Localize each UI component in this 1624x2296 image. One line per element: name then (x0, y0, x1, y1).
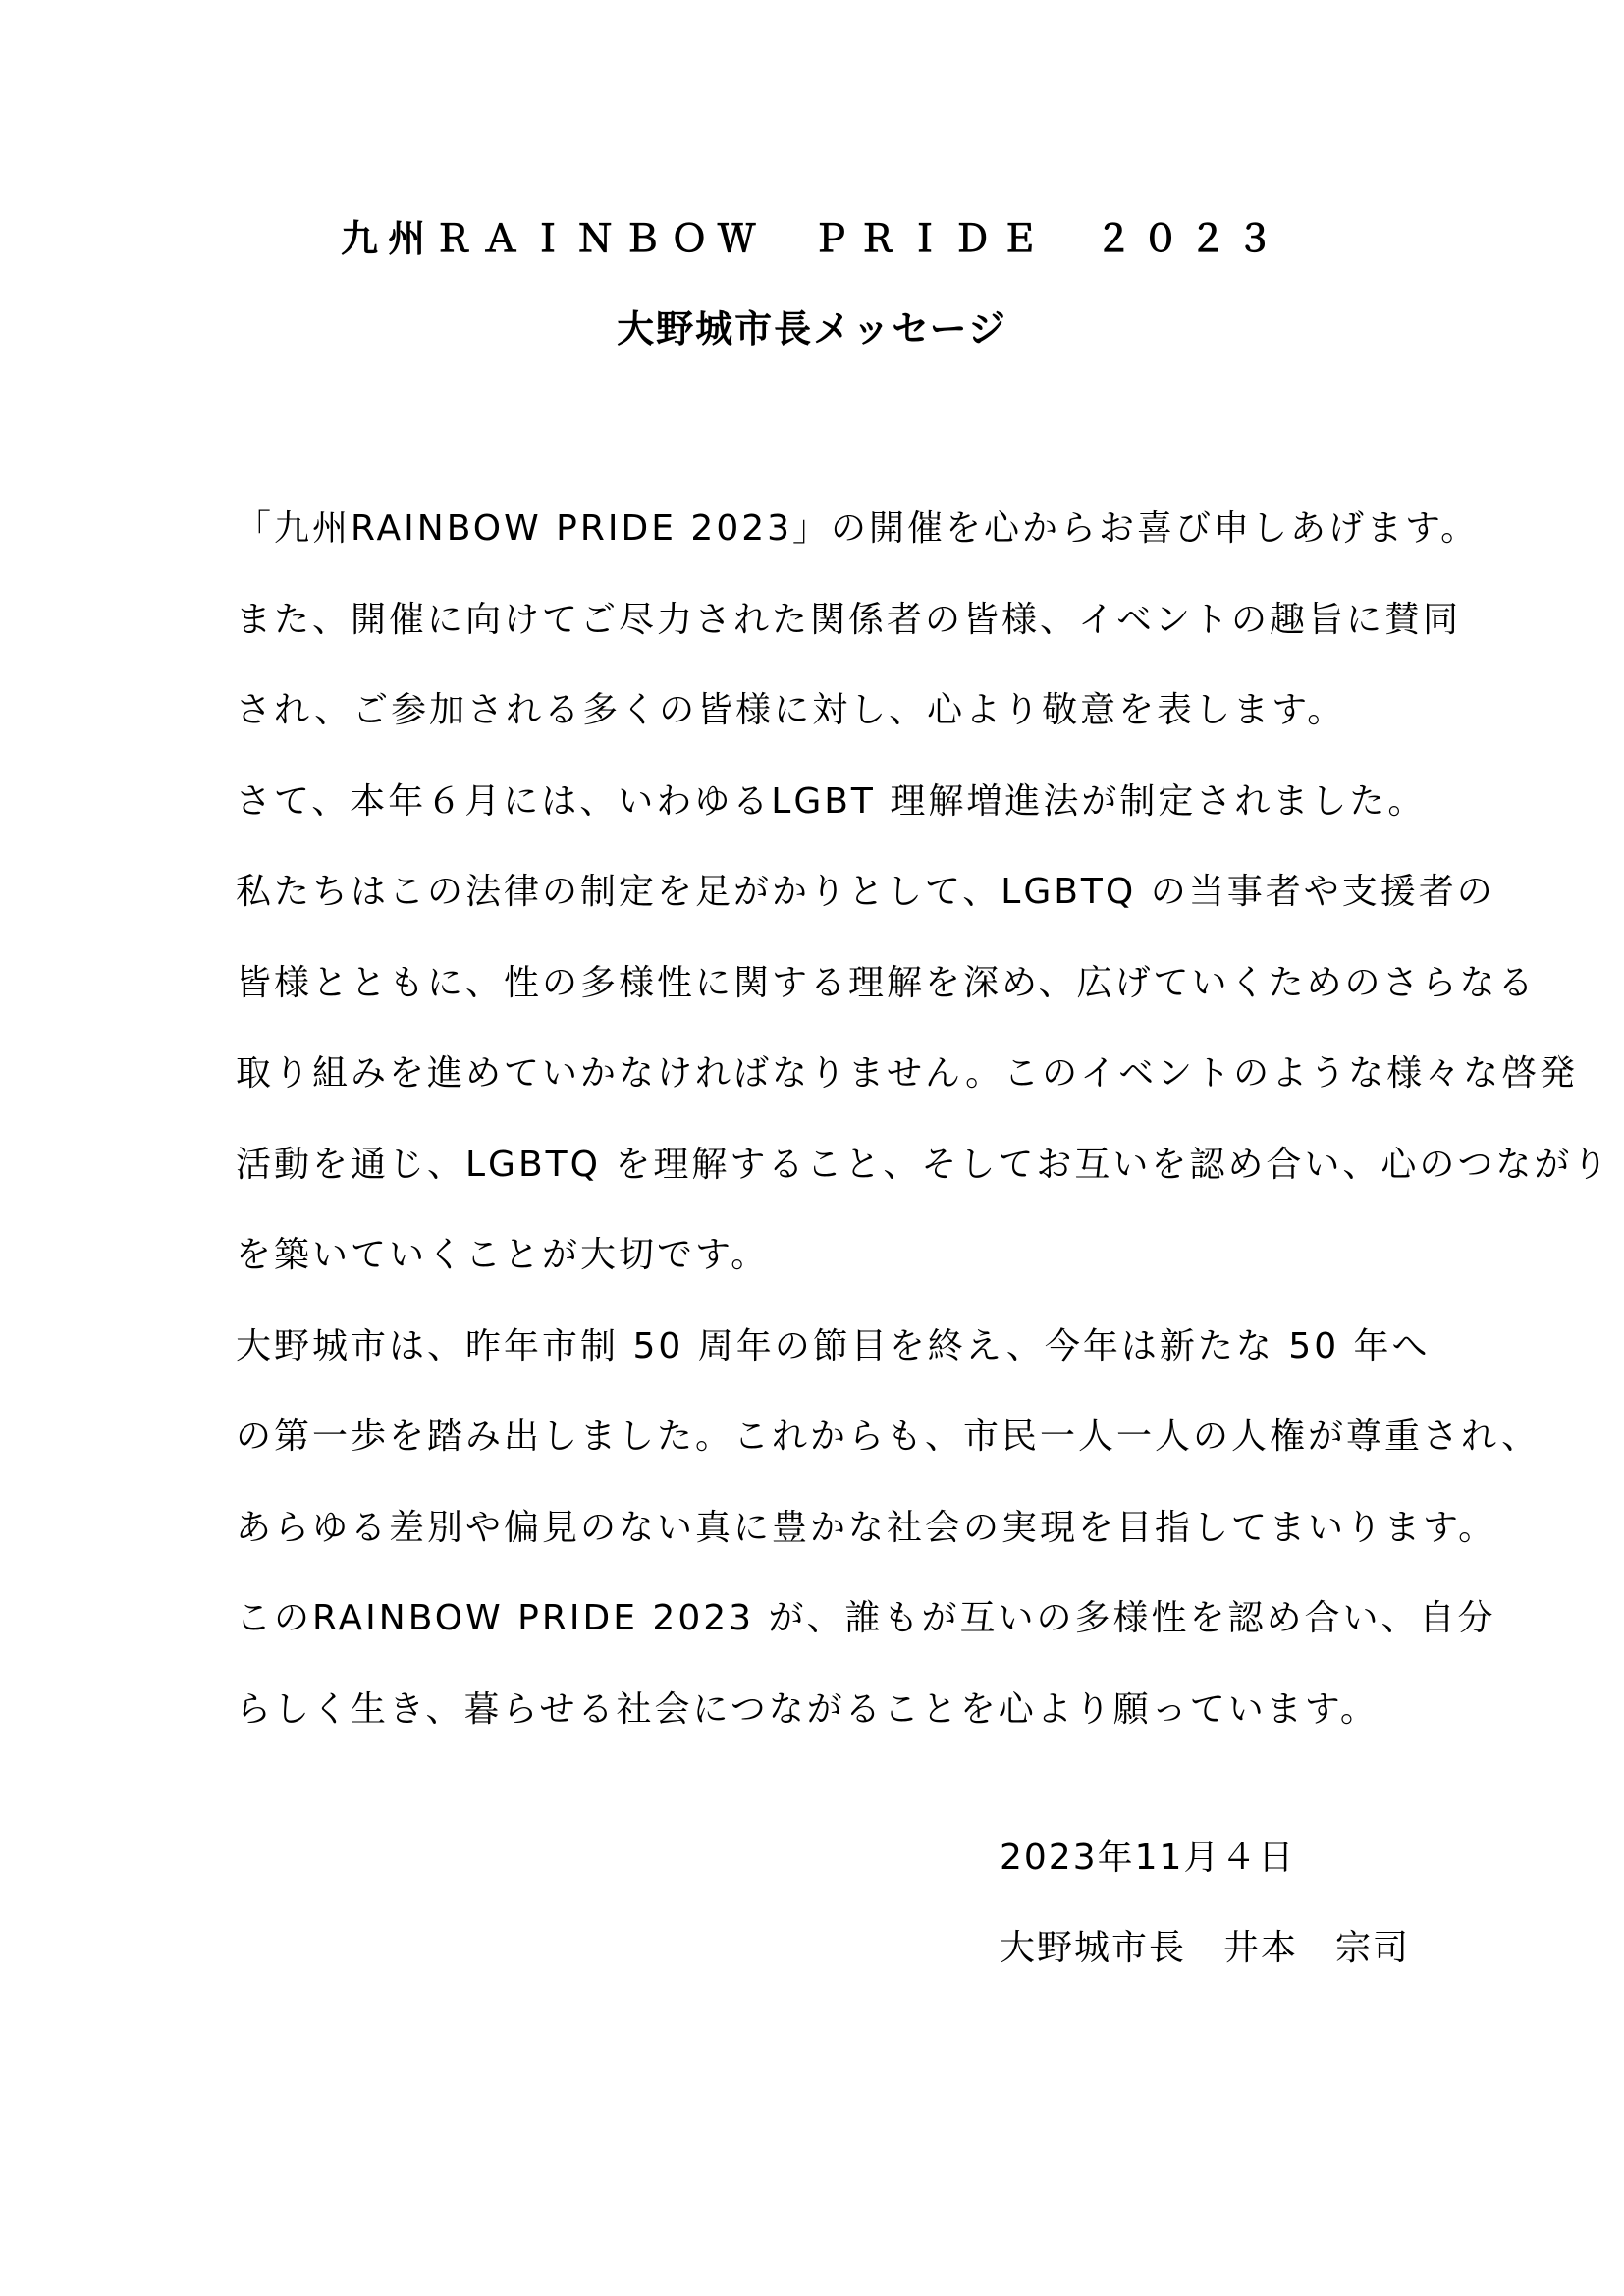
signature: 大野城市長 井本 宗司 (1000, 1928, 1411, 1968)
paragraph-line: 活動を通じ、LGBTQ を理解すること、そしてお互いを認め合い、心のつながり (236, 1144, 1611, 1185)
paragraph-line: 私たちはこの法律の制定を足がかりとして、LGBTQ の当事者や支援者の (236, 872, 1495, 912)
message-body (194, 484, 1611, 1755)
paragraph-line: らしく生き、暮らせる社会につながることを心より願っています。 (236, 1688, 1379, 1730)
document-title: 九州ＲＡＩＮＢＯＷ ＰＲＩＤＥ ２０２３ (340, 217, 1283, 260)
paragraph-line: さて、本年６月には、いわゆるLGBT 理解増進法が制定されました。 (236, 780, 1427, 822)
message-date: 2023年11月４日 (1000, 1838, 1296, 1878)
paragraph-line: の第一歩を踏み出しました。これからも、市民一人一人の人権が尊重され、 (236, 1416, 1541, 1457)
paragraph-line: また、開催に向けてご尽力された関係者の皆様、イベントの趣旨に賛同 (236, 599, 1462, 640)
paragraph (194, 575, 1471, 757)
paragraph-line: 皆様とともに、性の多様性に関する理解を深め、広げていくためのさらなる (236, 962, 1537, 1003)
paragraph (194, 847, 1611, 1302)
paragraph-line: あらゆる差別や偏見のない真に豊かな社会の実現を目指してまいります。 (236, 1507, 1497, 1548)
paragraph-line: このRAINBOW PRIDE 2023 が、誰もが互いの多様性を認め合い、自分 (236, 1598, 1496, 1638)
paragraph-line: され、ご参加される多くの皆様に対し、心より敬意を表します。 (236, 690, 1346, 730)
paragraph (194, 484, 1480, 575)
paragraph-line: を築いていくことが大切です。 (236, 1235, 770, 1275)
document-subtitle: 大野城市長メッセージ (617, 307, 1007, 350)
paragraph-line: 大野城市は、昨年市制 50 周年の節目を終え、今年は新たな 50 年へ (236, 1325, 1431, 1366)
paragraph (194, 757, 1471, 848)
paragraph-line: 「九州RAINBOW PRIDE 2023」の開催を心からお喜び申しあげます。 (236, 508, 1480, 549)
paragraph (194, 1302, 1541, 1575)
paragraph-line: 取り組みを進めていかなければなりません。このイベントのような様々な啓発 (236, 1053, 1579, 1094)
paragraph (194, 1574, 1496, 1755)
